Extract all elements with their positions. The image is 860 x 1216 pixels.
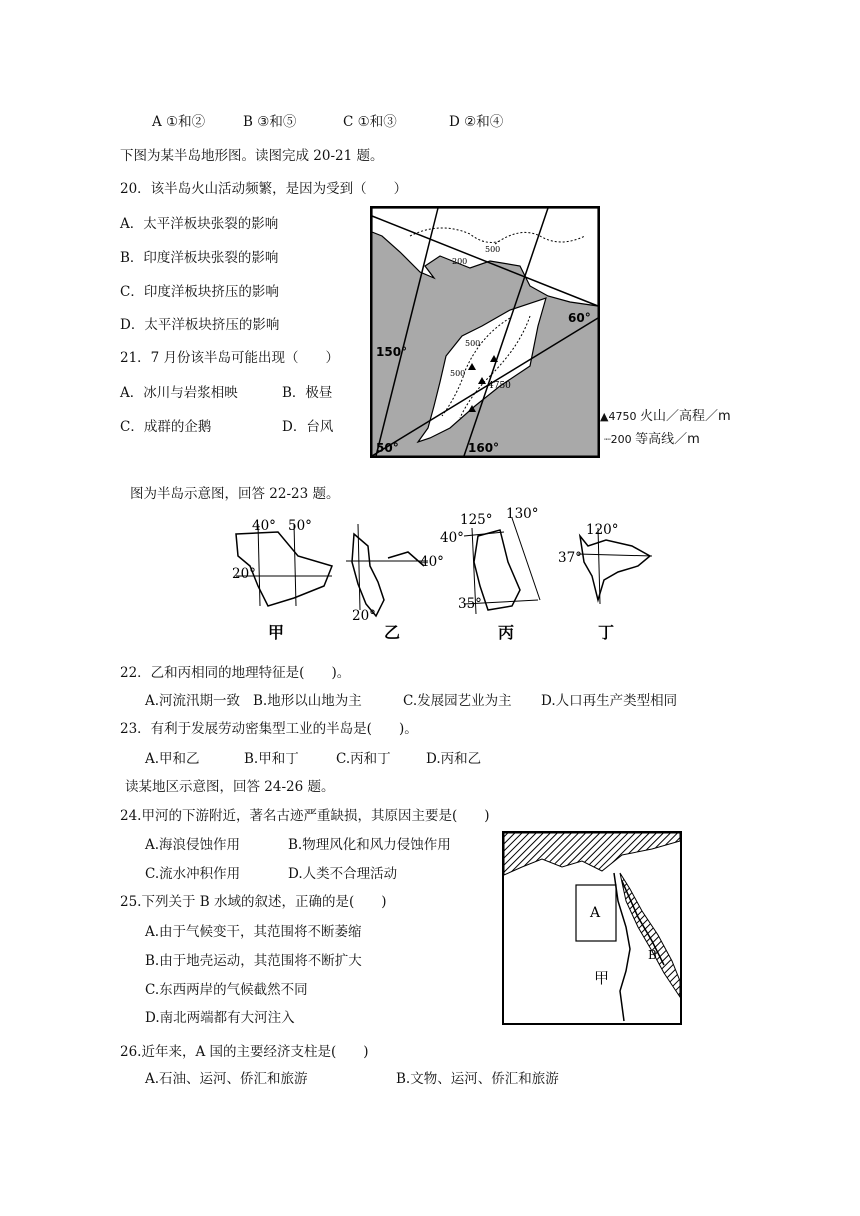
svg-text:40°: 40° — [252, 518, 276, 534]
q24-option-d: D.人类不合理活动 — [288, 866, 398, 882]
svg-text:125°: 125° — [460, 512, 493, 528]
q21-option-d: D．台风 — [282, 419, 334, 435]
map-yi — [346, 524, 444, 642]
q22-option-d: D.人口再生产类型相同 — [541, 693, 678, 709]
lon-160-label: 160° — [468, 441, 500, 455]
svg-text:丁: 丁 — [598, 623, 615, 642]
q25-option-c: C.东西两岸的气候截然不同 — [145, 982, 308, 998]
peninsula-sketch-maps — [228, 506, 668, 646]
svg-text:120°: 120° — [586, 522, 619, 538]
q21-option-a: A．冰川与岩浆相映 — [120, 385, 238, 401]
svg-text:甲: 甲 — [268, 623, 285, 642]
q20-stem: 20．该半岛火山活动频繁，是因为受到（ ） — [120, 181, 408, 197]
q23-stem: 23．有利于发展劳动密集型工业的半岛是( )。 — [120, 721, 418, 737]
q26-option-a: A.石油、运河、侨汇和旅游 — [145, 1071, 308, 1087]
svg-text:丙: 丙 — [498, 623, 515, 642]
svg-text:20°: 20° — [232, 566, 256, 582]
contour-200-label: 200 — [452, 257, 468, 266]
q20-option-b: B．印度洋板块张裂的影响 — [120, 250, 279, 266]
legend-contour: ┈200 等高线／m — [604, 432, 700, 447]
svg-text:35°: 35° — [458, 596, 482, 612]
elevation-label: 4750 — [488, 381, 511, 391]
q20-option-d: D．太平洋板块挤压的影响 — [120, 317, 280, 333]
svg-text:20°: 20° — [352, 608, 376, 624]
map-bing — [440, 506, 540, 642]
svg-text:130°: 130° — [506, 506, 539, 522]
q25-option-b: B.由于地壳运动，其范围将不断扩大 — [145, 953, 362, 969]
q21-option-b: B．极昼 — [282, 385, 333, 401]
map-jia — [232, 518, 332, 642]
svg-text:乙: 乙 — [384, 623, 401, 642]
region-sketch-map — [502, 831, 682, 1025]
q22-option-a: A.河流汛期一致 — [145, 693, 241, 709]
map-ding — [558, 522, 652, 642]
section3-intro: 读某地区示意图，回答 24-26 题。 — [125, 779, 335, 795]
q19-option-a: A ①和② — [152, 114, 206, 130]
q26-option-b: B.文物、运河、侨汇和旅游 — [396, 1071, 559, 1087]
peninsula-topographic-map — [370, 206, 600, 458]
q22-option-b: B.地形以山地为主 — [253, 693, 362, 709]
q24-option-a: A.海浪侵蚀作用 — [145, 837, 241, 853]
lat-60-label: 60° — [568, 311, 591, 325]
q25-stem: 25.下列关于 B 水域的叙述，正确的是( ) — [120, 894, 387, 910]
lon-150-label: 150° — [376, 345, 408, 359]
q21-option-c: C．成群的企鹅 — [120, 419, 212, 435]
svg-text:50°: 50° — [288, 518, 312, 534]
q23-option-d: D.丙和乙 — [426, 751, 482, 767]
label-b: B — [648, 948, 657, 962]
contour-line-icon: ┈ — [604, 433, 611, 446]
q22-option-c: C.发展园艺业为主 — [403, 693, 512, 709]
q24-stem: 24.甲河的下游附近，著名古迹严重缺损，其原因主要是( ) — [120, 808, 490, 824]
q26-stem: 26.近年来，A 国的主要经济支柱是( ) — [120, 1044, 369, 1060]
q19-option-d: D ②和④ — [449, 114, 504, 130]
contour-500-label: 500 — [485, 245, 501, 254]
q24-option-b: B.物理风化和风力侵蚀作用 — [288, 837, 451, 853]
q20-option-a: A．太平洋板块张裂的影响 — [120, 216, 279, 232]
legend-volcano: ▲4750 火山／高程／m — [600, 409, 731, 424]
section2-intro: 图为半岛示意图，回答 22-23 题。 — [130, 486, 340, 502]
lat-50-label: 50° — [376, 441, 399, 455]
contour-500-label-c: 500 — [450, 369, 466, 378]
q22-stem: 22．乙和丙相同的地理特征是( )。 — [120, 665, 351, 681]
q23-option-c: C.丙和丁 — [336, 751, 391, 767]
contour-500-label-b: 500 — [465, 339, 481, 348]
svg-text:37°: 37° — [558, 550, 582, 566]
label-jia: 甲 — [594, 969, 610, 987]
q25-option-d: D.南北两端都有大河注入 — [145, 1010, 295, 1026]
q19-option-c: C ①和③ — [343, 114, 397, 130]
q19-option-b: B ③和⑤ — [243, 114, 297, 130]
q23-option-b: B.甲和丁 — [244, 751, 299, 767]
volcano-icon: ▲ — [600, 410, 609, 423]
q25-option-a: A.由于气候变干，其范围将不断萎缩 — [145, 924, 362, 940]
q24-option-c: C.流水冲积作用 — [145, 866, 241, 882]
q21-stem: 21．7 月份该半岛可能出现（ ） — [120, 350, 340, 366]
svg-text:40°: 40° — [440, 530, 464, 546]
label-a: A — [590, 905, 601, 921]
q20-option-c: C．印度洋板块挤压的影响 — [120, 284, 279, 300]
section1-intro: 下图为某半岛地形图。读图完成 20-21 题。 — [120, 148, 384, 164]
svg-text:40°: 40° — [420, 554, 444, 570]
q23-option-a: A.甲和乙 — [145, 751, 200, 767]
